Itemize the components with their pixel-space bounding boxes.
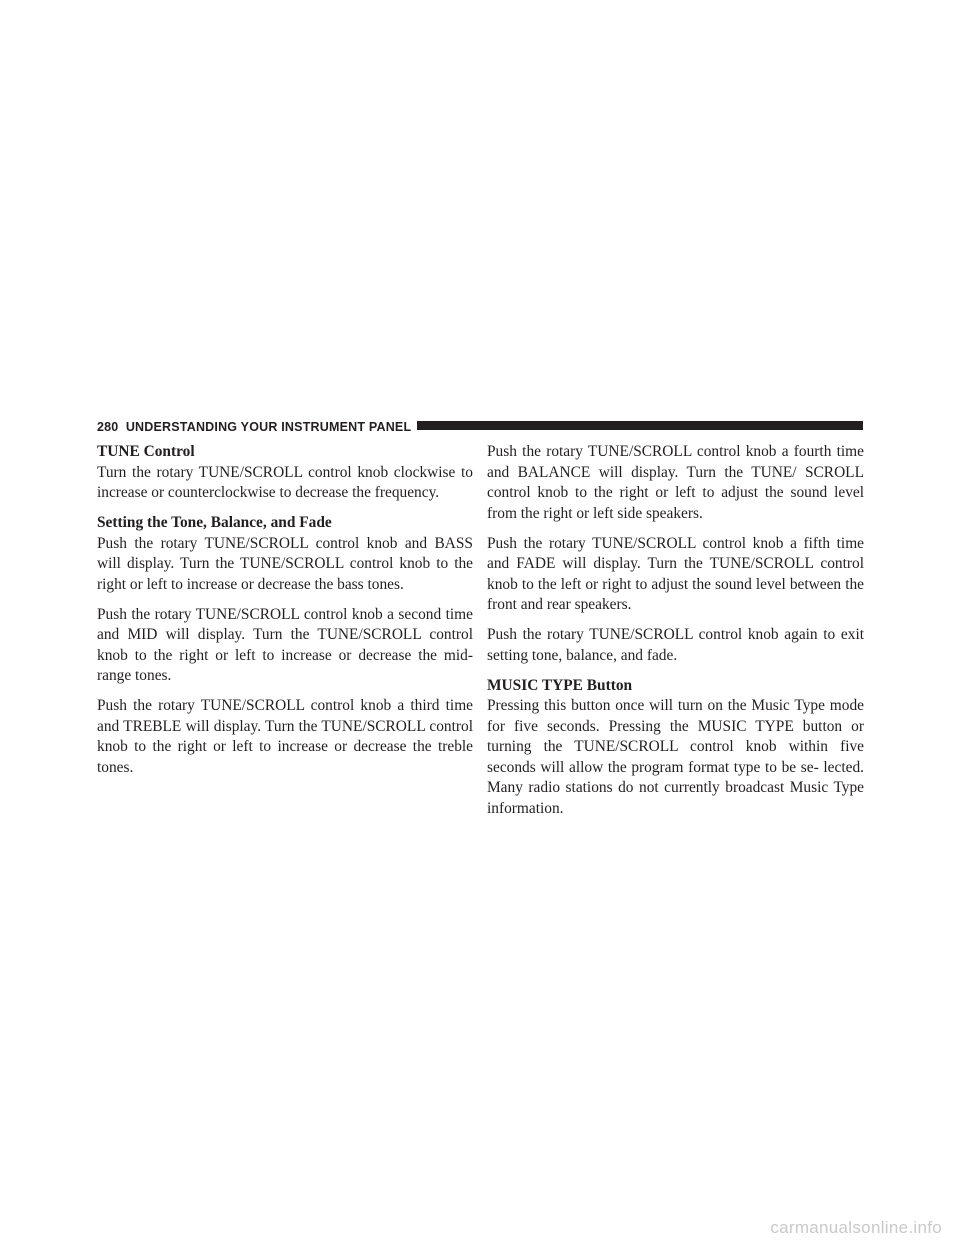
watermark: carmanualsonline.info (770, 1218, 942, 1237)
left-column (97, 442, 473, 788)
header-rule (417, 421, 863, 430)
bass-paragraph: Push the rotary TUNE/SCROLL control knob and BASS will display. Turn the TUNE/SCROLL control knob to the right or left to increase or decrease the bass tones. (97, 534, 473, 593)
header-text (97, 419, 417, 435)
treble-paragraph: Push the rotary TUNE/SCROLL control knob a third time and TREBLE will display. Turn the TUNE/SCROLL control knob to the right or left to increase or decrease the treble tones. (97, 697, 473, 776)
balance-paragraph: Push the rotary TUNE/SCROLL control knob a fourth time and BALANCE will display. Turn the TUNE/ SCROLL control knob to the right or left to adjust the sound level from the right or left side speakers. (487, 443, 864, 522)
exit-paragraph: Push the rotary TUNE/SCROLL control knob again to exit setting tone, balance, and fade. (487, 626, 864, 664)
fade-paragraph: Push the rotary TUNE/SCROLL control knob a fifth time and FADE will display. Turn the TUNE/SCROLL control knob to the left or right to adjust the sound level between the front and rear speakers. (487, 534, 864, 613)
music-type-heading: MUSIC TYPE Button (487, 676, 633, 694)
section-title: UNDERSTANDING YOUR INSTRUMENT PANEL (125, 420, 412, 434)
mid-paragraph: Push the rotary TUNE/SCROLL control knob a second time and MID will display. Turn the TUNE/SCROLL control knob to the right or left to increase or decrease the mid-range tones. (97, 605, 473, 684)
music-type-paragraph: Pressing this button once will turn on the Music Type mode for five seconds. Pressing the MUSIC TYPE button or turning the TUNE/SCROLL control knob within five seconds will allow the program format type to be se- lected. Many radio stations do not currently broadcast Music Type information. (487, 697, 864, 817)
page-number: 280 (97, 420, 119, 434)
tone-balance-fade-heading: Setting the Tone, Balance, and Fade (97, 514, 332, 531)
tune-control-heading: TUNE Control (97, 443, 195, 460)
right-column (487, 442, 864, 829)
tune-control-paragraph: Turn the rotary TUNE/SCROLL control knob clockwise to increase or counterclockwise to decrease the frequency. (97, 463, 473, 501)
page-header (97, 419, 863, 435)
